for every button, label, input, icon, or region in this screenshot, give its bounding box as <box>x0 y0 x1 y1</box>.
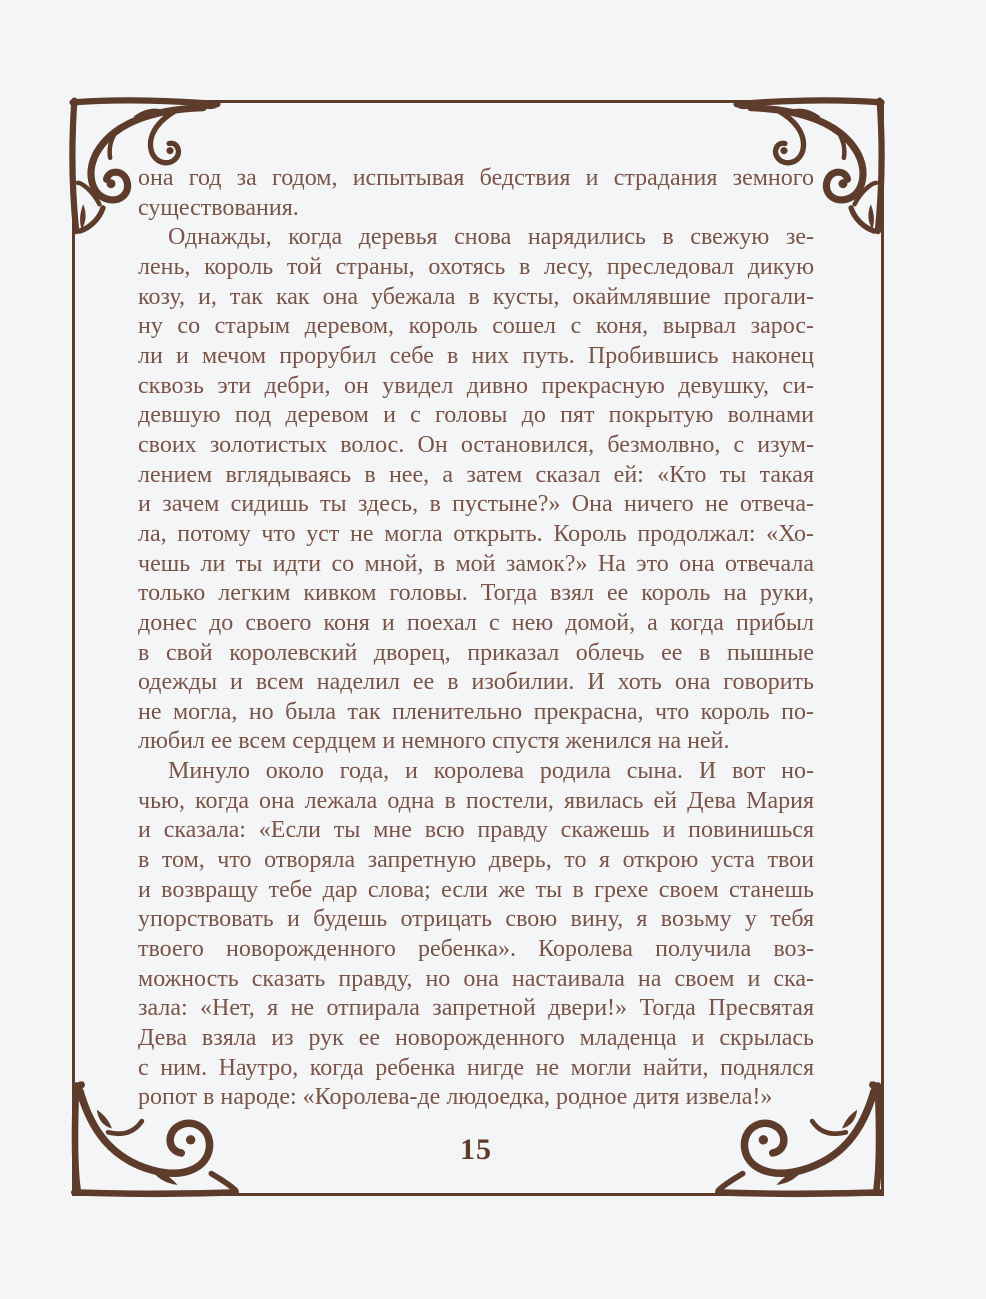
text-line: и сказала: «Если ты мне всю правду скажешь и повинишься <box>138 817 814 844</box>
text-line: ропот в народе: «Королева-де людоедка, родное дитя извела!» <box>138 1084 773 1111</box>
text-line: своих золотистых волос. Он остановился, безмолвно, с изум- <box>138 431 814 458</box>
text-line: Однажды, когда деревья снова нарядились в свежую зе- <box>168 224 814 251</box>
text-line: твоего новорожденного ребенка». Королева получила воз- <box>138 936 814 963</box>
text-block <box>138 164 814 1113</box>
text-line: ли и мечом прорубил себе в них путь. Пробившись наконец <box>138 342 814 369</box>
paragraph <box>138 223 814 757</box>
text-line: с ним. Наутро, когда ребенка нигде не могли найти, поднялся <box>138 1054 814 1081</box>
text-line: одежды и всем наделил ее в изобилии. И хоть она говорить <box>138 669 814 696</box>
text-line: Минуло около года, и королева родила сына. И вот но- <box>168 758 814 785</box>
text-line: ну со старым деревом, король сошел с коня, вырвал зарос- <box>138 313 814 340</box>
text-line: донес до своего коня и поехал с нею домой, а когда прибыл <box>138 609 814 636</box>
text-line: зала: «Нет, я не отпирала запретной двери!» Тогда Пресвятая <box>138 995 814 1022</box>
text-line: лень, король той страны, охотясь в лесу, преследовал дикую <box>138 253 814 280</box>
text-line: и зачем сидишь ты здесь, в пустыне?» Она ничего не отвеча- <box>138 491 814 518</box>
text-line: ла, потому что уст не могла открыть. Король продолжал: «Хо- <box>138 520 814 547</box>
text-line: она год за годом, испытывая бедствия и страдания земного <box>138 165 814 191</box>
text-line: существования. <box>138 194 299 221</box>
text-line: лением вглядываясь в нее, а затем сказал ей: «Кто ты такая <box>138 461 814 488</box>
page-number: 15 <box>460 1133 492 1166</box>
text-line: можность сказать правду, но она настаивала на своем и ска- <box>138 965 814 992</box>
text-line: Дева взяла из рук ее новорожденного младенца и скрылась <box>138 1025 814 1052</box>
text-line: сквозь эти дебри, он увидел дивно прекрасную девушку, си- <box>138 372 814 399</box>
text-line: в том, что отворяла запретную дверь, то я открою уста твои <box>138 847 814 874</box>
text-line: только легким кивком головы. Тогда взял ее король на руки, <box>138 580 814 607</box>
text-line: не могла, но была так пленительно прекрасна, что король по- <box>138 698 814 725</box>
text-line: и возвращу тебе дар слова; если же ты в грехе своем станешь <box>138 876 814 903</box>
text-line: любил ее всем сердцем и немного спустя женился на ней. <box>138 728 730 755</box>
text-line: девшую под деревом и с головы до пят покрытую волнами <box>138 402 814 429</box>
paragraph <box>138 164 814 223</box>
text-line: чешь ли ты идти со мной, в мой замок?» На это она отвечала <box>138 550 814 577</box>
text-line: козу, и, так как она убежала в кусты, окаймлявшие прогали- <box>138 283 814 310</box>
text-line: упорствовать и будешь отрицать свою вину, я возьму у тебя <box>138 906 814 933</box>
paragraph <box>138 757 814 1113</box>
text-line: чью, когда она лежала одна в постели, явилась ей Дева Мария <box>138 787 814 814</box>
text-line: в свой королевский дворец, приказал облечь ее в пышные <box>138 639 814 666</box>
